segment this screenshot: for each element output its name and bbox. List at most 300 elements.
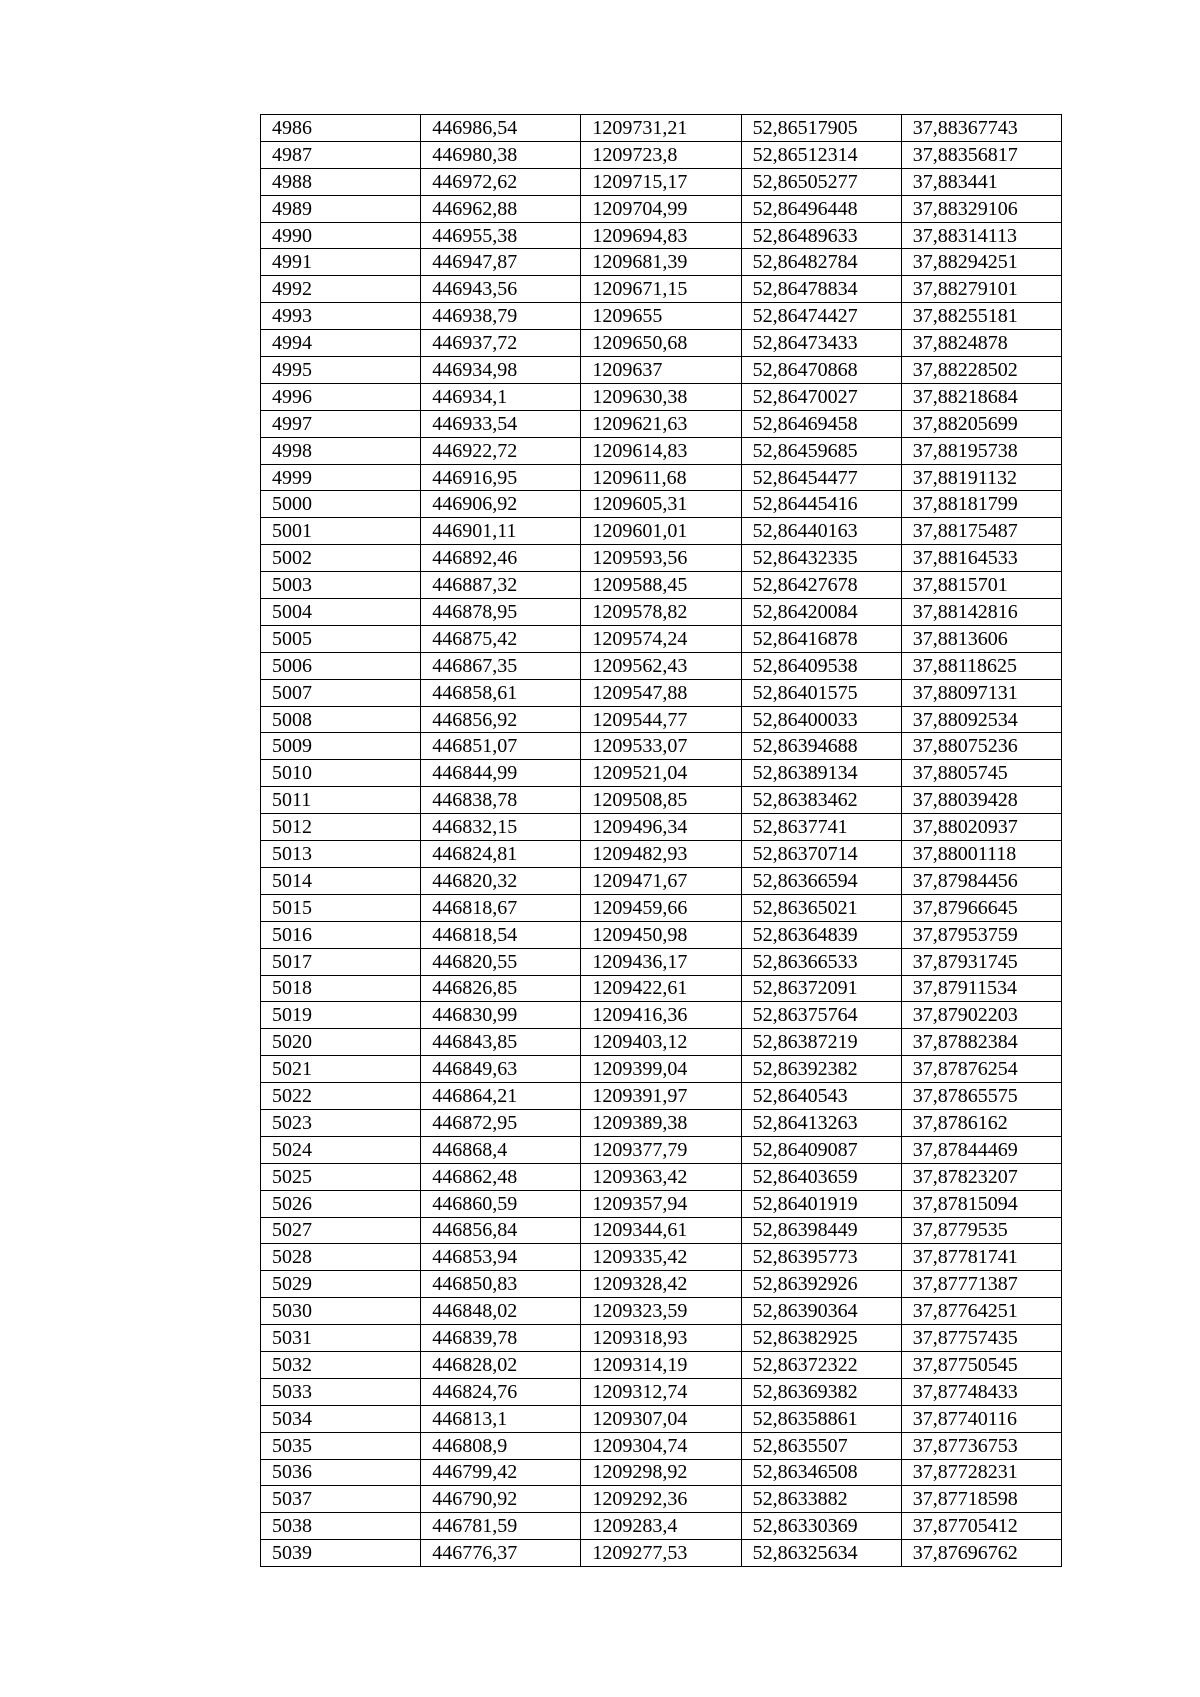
latitude-cell: 52,86398449 xyxy=(741,1217,901,1244)
latitude-cell: 52,86517905 xyxy=(741,115,901,142)
longitude-cell: 37,8805745 xyxy=(901,760,1061,787)
longitude-cell: 37,88020937 xyxy=(901,814,1061,841)
latitude-cell: 52,86365021 xyxy=(741,894,901,921)
y-coordinate-cell: 1209715,17 xyxy=(581,168,741,195)
longitude-cell: 37,87966645 xyxy=(901,894,1061,921)
point-number-cell: 4986 xyxy=(261,115,421,142)
latitude-cell: 52,86505277 xyxy=(741,168,901,195)
table-row xyxy=(261,1029,1062,1056)
latitude-cell: 52,86427678 xyxy=(741,572,901,599)
table-row xyxy=(261,975,1062,1002)
x-coordinate-cell: 446938,79 xyxy=(421,303,581,330)
longitude-cell: 37,88314113 xyxy=(901,222,1061,249)
y-coordinate-cell: 1209650,68 xyxy=(581,330,741,357)
latitude-cell: 52,86369382 xyxy=(741,1378,901,1405)
latitude-cell: 52,86383462 xyxy=(741,787,901,814)
longitude-cell: 37,88218684 xyxy=(901,383,1061,410)
x-coordinate-cell: 446972,62 xyxy=(421,168,581,195)
longitude-cell: 37,87902203 xyxy=(901,1002,1061,1029)
y-coordinate-cell: 1209314,19 xyxy=(581,1351,741,1378)
table-row xyxy=(261,115,1062,142)
latitude-cell: 52,86469458 xyxy=(741,410,901,437)
point-number-cell: 5029 xyxy=(261,1271,421,1298)
table-row xyxy=(261,733,1062,760)
coordinate-table xyxy=(260,114,1062,1567)
longitude-cell: 37,87696762 xyxy=(901,1540,1061,1567)
latitude-cell: 52,86372091 xyxy=(741,975,901,1002)
table-row xyxy=(261,1432,1062,1459)
table-row xyxy=(261,249,1062,276)
y-coordinate-cell: 1209533,07 xyxy=(581,733,741,760)
latitude-cell: 52,86409087 xyxy=(741,1136,901,1163)
x-coordinate-cell: 446933,54 xyxy=(421,410,581,437)
point-number-cell: 5017 xyxy=(261,948,421,975)
x-coordinate-cell: 446799,42 xyxy=(421,1459,581,1486)
point-number-cell: 5037 xyxy=(261,1486,421,1513)
x-coordinate-cell: 446856,84 xyxy=(421,1217,581,1244)
latitude-cell: 52,86325634 xyxy=(741,1540,901,1567)
longitude-cell: 37,87876254 xyxy=(901,1056,1061,1083)
point-number-cell: 5013 xyxy=(261,841,421,868)
x-coordinate-cell: 446867,35 xyxy=(421,652,581,679)
point-number-cell: 4996 xyxy=(261,383,421,410)
point-number-cell: 5035 xyxy=(261,1432,421,1459)
point-number-cell: 5001 xyxy=(261,518,421,545)
x-coordinate-cell: 446828,02 xyxy=(421,1351,581,1378)
y-coordinate-cell: 1209304,74 xyxy=(581,1432,741,1459)
y-coordinate-cell: 1209416,36 xyxy=(581,1002,741,1029)
y-coordinate-cell: 1209588,45 xyxy=(581,572,741,599)
point-number-cell: 4999 xyxy=(261,464,421,491)
longitude-cell: 37,88205699 xyxy=(901,410,1061,437)
longitude-cell: 37,88181799 xyxy=(901,491,1061,518)
y-coordinate-cell: 1209496,34 xyxy=(581,814,741,841)
x-coordinate-cell: 446878,95 xyxy=(421,599,581,626)
x-coordinate-cell: 446858,61 xyxy=(421,679,581,706)
longitude-cell: 37,87750545 xyxy=(901,1351,1061,1378)
latitude-cell: 52,86346508 xyxy=(741,1459,901,1486)
table-row xyxy=(261,814,1062,841)
longitude-cell: 37,88191132 xyxy=(901,464,1061,491)
point-number-cell: 5008 xyxy=(261,706,421,733)
latitude-cell: 52,86394688 xyxy=(741,733,901,760)
y-coordinate-cell: 1209422,61 xyxy=(581,975,741,1002)
y-coordinate-cell: 1209611,68 xyxy=(581,464,741,491)
x-coordinate-cell: 446986,54 xyxy=(421,115,581,142)
point-number-cell: 4991 xyxy=(261,249,421,276)
longitude-cell: 37,87984456 xyxy=(901,867,1061,894)
y-coordinate-cell: 1209450,98 xyxy=(581,921,741,948)
latitude-cell: 52,8640543 xyxy=(741,1083,901,1110)
point-number-cell: 5031 xyxy=(261,1325,421,1352)
point-number-cell: 5002 xyxy=(261,545,421,572)
latitude-cell: 52,86366533 xyxy=(741,948,901,975)
y-coordinate-cell: 1209562,43 xyxy=(581,652,741,679)
longitude-cell: 37,88279101 xyxy=(901,276,1061,303)
point-number-cell: 5032 xyxy=(261,1351,421,1378)
longitude-cell: 37,88255181 xyxy=(901,303,1061,330)
y-coordinate-cell: 1209292,36 xyxy=(581,1486,741,1513)
table-row xyxy=(261,357,1062,384)
y-coordinate-cell: 1209307,04 xyxy=(581,1405,741,1432)
longitude-cell: 37,88164533 xyxy=(901,545,1061,572)
y-coordinate-cell: 1209389,38 xyxy=(581,1109,741,1136)
point-number-cell: 4993 xyxy=(261,303,421,330)
table-row xyxy=(261,599,1062,626)
table-row xyxy=(261,1244,1062,1271)
latitude-cell: 52,86470868 xyxy=(741,357,901,384)
table-row xyxy=(261,1002,1062,1029)
longitude-cell: 37,87781741 xyxy=(901,1244,1061,1271)
point-number-cell: 4989 xyxy=(261,195,421,222)
latitude-cell: 52,86413263 xyxy=(741,1109,901,1136)
table-row xyxy=(261,330,1062,357)
longitude-cell: 37,87911534 xyxy=(901,975,1061,1002)
point-number-cell: 5012 xyxy=(261,814,421,841)
x-coordinate-cell: 446830,99 xyxy=(421,1002,581,1029)
longitude-cell: 37,87728231 xyxy=(901,1459,1061,1486)
x-coordinate-cell: 446851,07 xyxy=(421,733,581,760)
x-coordinate-cell: 446856,92 xyxy=(421,706,581,733)
x-coordinate-cell: 446962,88 xyxy=(421,195,581,222)
table-row xyxy=(261,276,1062,303)
y-coordinate-cell: 1209671,15 xyxy=(581,276,741,303)
latitude-cell: 52,86400033 xyxy=(741,706,901,733)
x-coordinate-cell: 446824,81 xyxy=(421,841,581,868)
x-coordinate-cell: 446916,95 xyxy=(421,464,581,491)
latitude-cell: 52,86364839 xyxy=(741,921,901,948)
point-number-cell: 5030 xyxy=(261,1298,421,1325)
point-number-cell: 5006 xyxy=(261,652,421,679)
latitude-cell: 52,86401919 xyxy=(741,1190,901,1217)
table-row xyxy=(261,894,1062,921)
longitude-cell: 37,88195738 xyxy=(901,437,1061,464)
longitude-cell: 37,87953759 xyxy=(901,921,1061,948)
x-coordinate-cell: 446892,46 xyxy=(421,545,581,572)
latitude-cell: 52,86445416 xyxy=(741,491,901,518)
point-number-cell: 5036 xyxy=(261,1459,421,1486)
table-row xyxy=(261,1540,1062,1567)
latitude-cell: 52,8633882 xyxy=(741,1486,901,1513)
latitude-cell: 52,86403659 xyxy=(741,1163,901,1190)
longitude-cell: 37,88118625 xyxy=(901,652,1061,679)
table-row xyxy=(261,1190,1062,1217)
y-coordinate-cell: 1209601,01 xyxy=(581,518,741,545)
point-number-cell: 5009 xyxy=(261,733,421,760)
latitude-cell: 52,86375764 xyxy=(741,1002,901,1029)
table-row xyxy=(261,1217,1062,1244)
table-row xyxy=(261,652,1062,679)
table-row xyxy=(261,1136,1062,1163)
latitude-cell: 52,86370714 xyxy=(741,841,901,868)
latitude-cell: 52,86454477 xyxy=(741,464,901,491)
longitude-cell: 37,87823207 xyxy=(901,1163,1061,1190)
y-coordinate-cell: 1209298,92 xyxy=(581,1459,741,1486)
longitude-cell: 37,88001118 xyxy=(901,841,1061,868)
point-number-cell: 4994 xyxy=(261,330,421,357)
latitude-cell: 52,86390364 xyxy=(741,1298,901,1325)
x-coordinate-cell: 446818,54 xyxy=(421,921,581,948)
x-coordinate-cell: 446776,37 xyxy=(421,1540,581,1567)
point-number-cell: 5014 xyxy=(261,867,421,894)
x-coordinate-cell: 446887,32 xyxy=(421,572,581,599)
table-row xyxy=(261,760,1062,787)
y-coordinate-cell: 1209344,61 xyxy=(581,1217,741,1244)
point-number-cell: 5023 xyxy=(261,1109,421,1136)
y-coordinate-cell: 1209399,04 xyxy=(581,1056,741,1083)
table-row xyxy=(261,168,1062,195)
longitude-cell: 37,88175487 xyxy=(901,518,1061,545)
y-coordinate-cell: 1209547,88 xyxy=(581,679,741,706)
y-coordinate-cell: 1209312,74 xyxy=(581,1378,741,1405)
x-coordinate-cell: 446955,38 xyxy=(421,222,581,249)
x-coordinate-cell: 446813,1 xyxy=(421,1405,581,1432)
latitude-cell: 52,8635507 xyxy=(741,1432,901,1459)
table-row xyxy=(261,141,1062,168)
y-coordinate-cell: 1209521,04 xyxy=(581,760,741,787)
point-number-cell: 5019 xyxy=(261,1002,421,1029)
latitude-cell: 52,86470027 xyxy=(741,383,901,410)
longitude-cell: 37,8779535 xyxy=(901,1217,1061,1244)
x-coordinate-cell: 446934,98 xyxy=(421,357,581,384)
table-row xyxy=(261,787,1062,814)
x-coordinate-cell: 446832,15 xyxy=(421,814,581,841)
y-coordinate-cell: 1209681,39 xyxy=(581,249,741,276)
point-number-cell: 5039 xyxy=(261,1540,421,1567)
table-row xyxy=(261,1298,1062,1325)
x-coordinate-cell: 446838,78 xyxy=(421,787,581,814)
y-coordinate-cell: 1209357,94 xyxy=(581,1190,741,1217)
y-coordinate-cell: 1209436,17 xyxy=(581,948,741,975)
point-number-cell: 5018 xyxy=(261,975,421,1002)
longitude-cell: 37,88075236 xyxy=(901,733,1061,760)
longitude-cell: 37,88228502 xyxy=(901,357,1061,384)
y-coordinate-cell: 1209323,59 xyxy=(581,1298,741,1325)
x-coordinate-cell: 446862,48 xyxy=(421,1163,581,1190)
latitude-cell: 52,86389134 xyxy=(741,760,901,787)
y-coordinate-cell: 1209637 xyxy=(581,357,741,384)
table-row xyxy=(261,1083,1062,1110)
table-row xyxy=(261,867,1062,894)
point-number-cell: 5010 xyxy=(261,760,421,787)
y-coordinate-cell: 1209544,77 xyxy=(581,706,741,733)
longitude-cell: 37,8824878 xyxy=(901,330,1061,357)
x-coordinate-cell: 446849,63 xyxy=(421,1056,581,1083)
point-number-cell: 5007 xyxy=(261,679,421,706)
latitude-cell: 52,86401575 xyxy=(741,679,901,706)
y-coordinate-cell: 1209578,82 xyxy=(581,599,741,626)
y-coordinate-cell: 1209277,53 xyxy=(581,1540,741,1567)
table-row xyxy=(261,491,1062,518)
table-row xyxy=(261,437,1062,464)
point-number-cell: 4995 xyxy=(261,357,421,384)
x-coordinate-cell: 446868,4 xyxy=(421,1136,581,1163)
table-row xyxy=(261,383,1062,410)
x-coordinate-cell: 446860,59 xyxy=(421,1190,581,1217)
table-row xyxy=(261,921,1062,948)
y-coordinate-cell: 1209482,93 xyxy=(581,841,741,868)
point-number-cell: 4987 xyxy=(261,141,421,168)
point-number-cell: 5000 xyxy=(261,491,421,518)
y-coordinate-cell: 1209614,83 xyxy=(581,437,741,464)
y-coordinate-cell: 1209605,31 xyxy=(581,491,741,518)
point-number-cell: 5038 xyxy=(261,1513,421,1540)
point-number-cell: 5024 xyxy=(261,1136,421,1163)
table-row xyxy=(261,1271,1062,1298)
longitude-cell: 37,87740116 xyxy=(901,1405,1061,1432)
y-coordinate-cell: 1209459,66 xyxy=(581,894,741,921)
y-coordinate-cell: 1209391,97 xyxy=(581,1083,741,1110)
point-number-cell: 5011 xyxy=(261,787,421,814)
x-coordinate-cell: 446781,59 xyxy=(421,1513,581,1540)
x-coordinate-cell: 446853,94 xyxy=(421,1244,581,1271)
point-number-cell: 5020 xyxy=(261,1029,421,1056)
latitude-cell: 52,86474427 xyxy=(741,303,901,330)
point-number-cell: 5003 xyxy=(261,572,421,599)
point-number-cell: 5033 xyxy=(261,1378,421,1405)
latitude-cell: 52,86473433 xyxy=(741,330,901,357)
table-row xyxy=(261,572,1062,599)
table-row xyxy=(261,1405,1062,1432)
x-coordinate-cell: 446850,83 xyxy=(421,1271,581,1298)
y-coordinate-cell: 1209328,42 xyxy=(581,1271,741,1298)
longitude-cell: 37,88294251 xyxy=(901,249,1061,276)
table-row xyxy=(261,518,1062,545)
table-row xyxy=(261,1378,1062,1405)
longitude-cell: 37,87718598 xyxy=(901,1486,1061,1513)
table-row xyxy=(261,1056,1062,1083)
longitude-cell: 37,87844469 xyxy=(901,1136,1061,1163)
latitude-cell: 52,86416878 xyxy=(741,625,901,652)
y-coordinate-cell: 1209655 xyxy=(581,303,741,330)
x-coordinate-cell: 446820,55 xyxy=(421,948,581,975)
table-row xyxy=(261,1513,1062,1540)
longitude-cell: 37,87736753 xyxy=(901,1432,1061,1459)
y-coordinate-cell: 1209471,67 xyxy=(581,867,741,894)
table-row xyxy=(261,948,1062,975)
table-row xyxy=(261,841,1062,868)
latitude-cell: 52,8637741 xyxy=(741,814,901,841)
x-coordinate-cell: 446943,56 xyxy=(421,276,581,303)
longitude-cell: 37,87865575 xyxy=(901,1083,1061,1110)
longitude-cell: 37,88356817 xyxy=(901,141,1061,168)
longitude-cell: 37,87705412 xyxy=(901,1513,1061,1540)
longitude-cell: 37,883441 xyxy=(901,168,1061,195)
x-coordinate-cell: 446980,38 xyxy=(421,141,581,168)
point-number-cell: 4990 xyxy=(261,222,421,249)
y-coordinate-cell: 1209335,42 xyxy=(581,1244,741,1271)
point-number-cell: 4997 xyxy=(261,410,421,437)
longitude-cell: 37,8786162 xyxy=(901,1109,1061,1136)
table-row xyxy=(261,1163,1062,1190)
y-coordinate-cell: 1209630,38 xyxy=(581,383,741,410)
point-number-cell: 5034 xyxy=(261,1405,421,1432)
y-coordinate-cell: 1209731,21 xyxy=(581,115,741,142)
latitude-cell: 52,86478834 xyxy=(741,276,901,303)
point-number-cell: 5026 xyxy=(261,1190,421,1217)
table-row xyxy=(261,1486,1062,1513)
table-row xyxy=(261,464,1062,491)
y-coordinate-cell: 1209593,56 xyxy=(581,545,741,572)
table-row xyxy=(261,545,1062,572)
x-coordinate-cell: 446818,67 xyxy=(421,894,581,921)
x-coordinate-cell: 446906,92 xyxy=(421,491,581,518)
latitude-cell: 52,86459685 xyxy=(741,437,901,464)
x-coordinate-cell: 446947,87 xyxy=(421,249,581,276)
y-coordinate-cell: 1209318,93 xyxy=(581,1325,741,1352)
latitude-cell: 52,86440163 xyxy=(741,518,901,545)
longitude-cell: 37,87757435 xyxy=(901,1325,1061,1352)
longitude-cell: 37,87931745 xyxy=(901,948,1061,975)
table-row xyxy=(261,1325,1062,1352)
y-coordinate-cell: 1209723,8 xyxy=(581,141,741,168)
longitude-cell: 37,87764251 xyxy=(901,1298,1061,1325)
longitude-cell: 37,88092534 xyxy=(901,706,1061,733)
x-coordinate-cell: 446937,72 xyxy=(421,330,581,357)
latitude-cell: 52,86420084 xyxy=(741,599,901,626)
latitude-cell: 52,86330369 xyxy=(741,1513,901,1540)
y-coordinate-cell: 1209574,24 xyxy=(581,625,741,652)
x-coordinate-cell: 446934,1 xyxy=(421,383,581,410)
x-coordinate-cell: 446922,72 xyxy=(421,437,581,464)
longitude-cell: 37,88329106 xyxy=(901,195,1061,222)
y-coordinate-cell: 1209508,85 xyxy=(581,787,741,814)
x-coordinate-cell: 446864,21 xyxy=(421,1083,581,1110)
x-coordinate-cell: 446848,02 xyxy=(421,1298,581,1325)
y-coordinate-cell: 1209283,4 xyxy=(581,1513,741,1540)
latitude-cell: 52,86489633 xyxy=(741,222,901,249)
longitude-cell: 37,87882384 xyxy=(901,1029,1061,1056)
latitude-cell: 52,86358861 xyxy=(741,1405,901,1432)
longitude-cell: 37,87815094 xyxy=(901,1190,1061,1217)
latitude-cell: 52,86387219 xyxy=(741,1029,901,1056)
point-number-cell: 5005 xyxy=(261,625,421,652)
longitude-cell: 37,88367743 xyxy=(901,115,1061,142)
point-number-cell: 5025 xyxy=(261,1163,421,1190)
y-coordinate-cell: 1209377,79 xyxy=(581,1136,741,1163)
x-coordinate-cell: 446901,11 xyxy=(421,518,581,545)
table-row xyxy=(261,1109,1062,1136)
x-coordinate-cell: 446875,42 xyxy=(421,625,581,652)
longitude-cell: 37,87748433 xyxy=(901,1378,1061,1405)
point-number-cell: 4988 xyxy=(261,168,421,195)
y-coordinate-cell: 1209704,99 xyxy=(581,195,741,222)
coordinate-table-body xyxy=(261,115,1062,1567)
point-number-cell: 5004 xyxy=(261,599,421,626)
latitude-cell: 52,86382925 xyxy=(741,1325,901,1352)
table-row xyxy=(261,410,1062,437)
latitude-cell: 52,86432335 xyxy=(741,545,901,572)
latitude-cell: 52,86409538 xyxy=(741,652,901,679)
longitude-cell: 37,88097131 xyxy=(901,679,1061,706)
table-row xyxy=(261,222,1062,249)
point-number-cell: 5016 xyxy=(261,921,421,948)
table-row xyxy=(261,303,1062,330)
latitude-cell: 52,86512314 xyxy=(741,141,901,168)
x-coordinate-cell: 446872,95 xyxy=(421,1109,581,1136)
point-number-cell: 5021 xyxy=(261,1056,421,1083)
longitude-cell: 37,8813606 xyxy=(901,625,1061,652)
longitude-cell: 37,8815701 xyxy=(901,572,1061,599)
table-row xyxy=(261,1459,1062,1486)
y-coordinate-cell: 1209621,63 xyxy=(581,410,741,437)
longitude-cell: 37,88142816 xyxy=(901,599,1061,626)
point-number-cell: 5015 xyxy=(261,894,421,921)
point-number-cell: 5028 xyxy=(261,1244,421,1271)
latitude-cell: 52,86496448 xyxy=(741,195,901,222)
point-number-cell: 5022 xyxy=(261,1083,421,1110)
x-coordinate-cell: 446820,32 xyxy=(421,867,581,894)
